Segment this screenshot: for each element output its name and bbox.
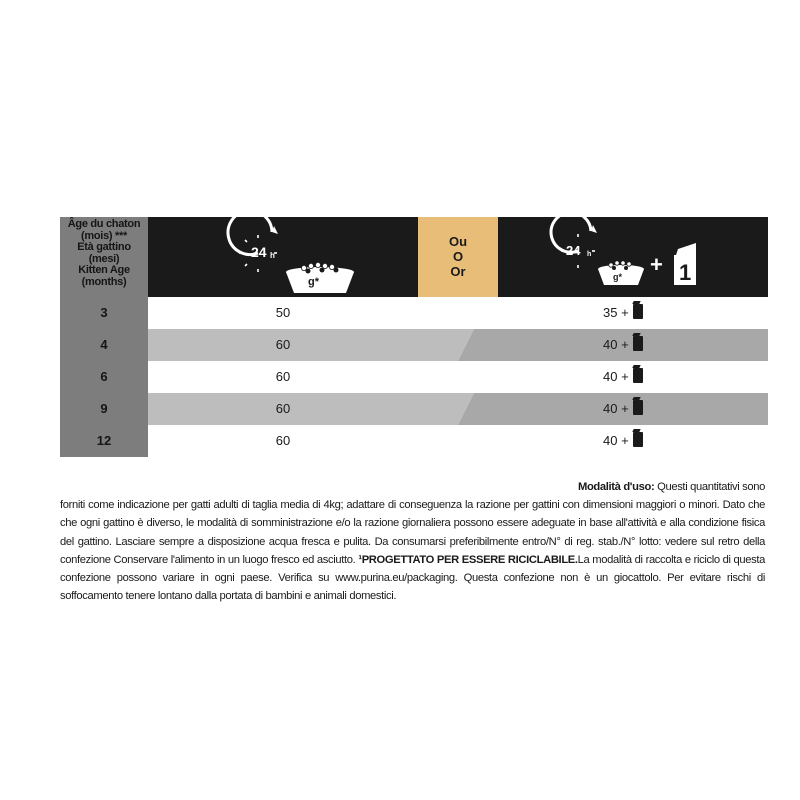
- age-label-en: Kitten Age: [78, 264, 130, 276]
- pouch-count: 1: [679, 260, 692, 285]
- age-cell: 3: [100, 305, 108, 320]
- table-row: [148, 361, 768, 393]
- svg-text:24: 24: [566, 243, 581, 258]
- or-en: Or: [450, 264, 466, 279]
- grams-label: g*: [308, 276, 319, 288]
- dry-only-value: 60: [275, 433, 291, 448]
- age-header: [60, 217, 148, 299]
- age-cell: 6: [100, 369, 108, 384]
- pouch-icon: [633, 432, 643, 447]
- header-dry-only: [148, 217, 418, 297]
- dry-with-pouch-value: 40 +: [603, 425, 643, 457]
- pouch-icon: [674, 243, 696, 285]
- table-row: [148, 329, 768, 361]
- usage-title: Modalità d'uso:: [577, 481, 655, 493]
- clock-24h-icon: [551, 217, 597, 268]
- recycle-title: ¹PROGETTATO PER ESSERE RICICLABILE.: [358, 553, 578, 566]
- dry-only-value: 50: [275, 305, 291, 320]
- table-row: [148, 393, 768, 425]
- pouch-icon: [633, 336, 643, 351]
- age-label-it-unit: (mesi): [88, 252, 120, 265]
- dry-with-pouch-value: 40 +: [603, 329, 643, 361]
- usage-body: forniti come indicazione per gatti adulti di taglia media di 4kg; adattare di conseguenza la razione per gattini con dimensioni maggiori o minori. Dato che che ogni gattino è diverso, le modalità di somministrazione e/o la razione giornaliera possono essere adeguate in base all'attività e alla condizione fisica del gattino. Lasciare sempre a disposizione acqua fresca e pulita. Da consumarsi preferibilmente entro/N° di reg. stab./N° lotto: vedere sul retro della confezione Conservare l'alimento in un luogo fresco ed asciutto.: [60, 499, 765, 566]
- usage-note-first-line: [60, 478, 765, 496]
- age-cell: 12: [96, 433, 112, 448]
- food-bowl-icon: [286, 262, 354, 293]
- svg-text:g*: g*: [613, 272, 622, 282]
- or-band: [418, 217, 498, 297]
- hours-label: 24: [251, 244, 267, 260]
- table-row: [148, 425, 768, 457]
- usage-note: [60, 478, 765, 605]
- age-cell: 4: [100, 337, 108, 352]
- clock-24h-icon: [228, 217, 278, 272]
- food-bowl-icon: [598, 260, 644, 285]
- dry-with-pouch-value: 40 +: [603, 361, 643, 393]
- pouch-icon: [633, 400, 643, 415]
- dry-only-value: 60: [275, 337, 291, 352]
- pouch-icon: [633, 368, 643, 383]
- hours-suffix: h: [270, 251, 275, 260]
- svg-text:h: h: [587, 251, 592, 258]
- plus-symbol: +: [650, 252, 663, 277]
- dry-only-value: 60: [275, 401, 291, 416]
- age-column: [60, 217, 148, 457]
- age-label-en-unit: (months): [81, 275, 127, 288]
- age-label-it: Età gattino: [77, 241, 131, 253]
- or-it: O: [452, 249, 464, 264]
- age-cell: 9: [100, 401, 108, 416]
- header-dry-plus-pouch: [498, 217, 768, 297]
- table-row: [148, 297, 768, 329]
- age-label-fr-unit: (mois) ***: [81, 229, 127, 242]
- dry-with-pouch-value: 40 +: [603, 393, 643, 425]
- usage-tail: La modalità di raccolta e riciclo di questa confezione possono variare in ogni paese. Verifica su www.purina.eu/packaging. Questa confezione non è un giocattolo. Per evitare rischi di soffocamento tenere lontano dalla portata di bambini e animali domestici.: [60, 553, 765, 603]
- age-label-fr: Âge du chaton: [67, 218, 141, 230]
- or-fr: Ou: [448, 234, 468, 249]
- dry-only-value: 60: [275, 369, 291, 384]
- pouch-icon: [633, 304, 643, 319]
- usage-line1: Questi quantitativi sono: [657, 481, 765, 493]
- dry-with-pouch-value: 35 +: [603, 297, 643, 329]
